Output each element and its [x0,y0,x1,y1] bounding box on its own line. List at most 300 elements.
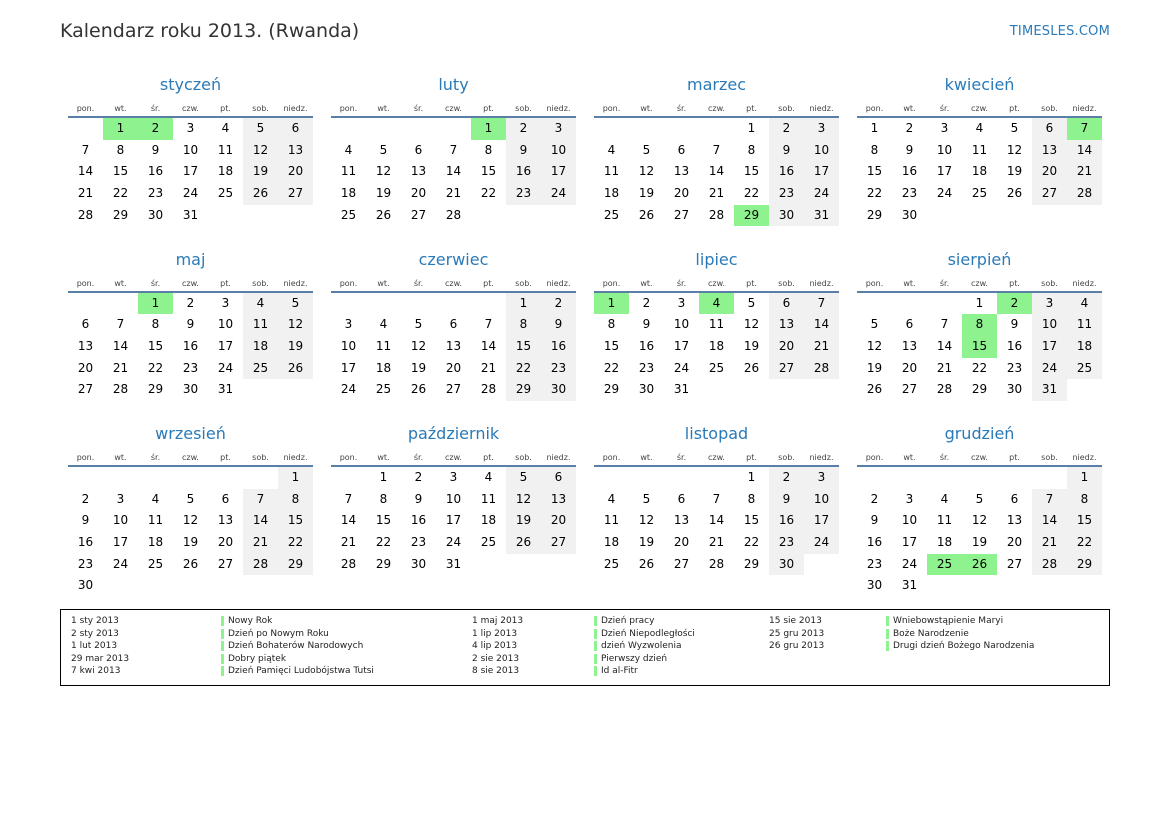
day-cell: 14 [936,338,953,353]
day-cell: 26 [743,360,760,375]
day-cell: 9 [1010,317,1019,332]
day-cell: 7 [1067,118,1102,140]
month-name: lipiec [695,249,738,269]
day-cell: 3 [1032,293,1067,315]
day-cell: 30 [541,379,576,401]
day-cell: 26 [182,556,199,571]
day-cell: 28 [243,554,278,576]
day-cell: 7 [712,491,721,506]
day-cell: 16 [77,535,94,550]
day-cell: 3 [677,295,686,310]
day-cell: 20 [77,360,94,375]
day-cell: 29 [147,382,164,397]
weekday-label: sob. [1041,104,1058,113]
day-cell: 2 [186,295,195,310]
weekday-header [68,447,313,467]
day-cell: 5 [1010,121,1019,135]
weekday-label: pt. [483,278,494,288]
day-cell: 9 [905,142,914,157]
weekday-label: sob. [252,278,269,288]
empty-cell [734,379,769,401]
day-cell: 8 [747,491,756,506]
day-cell: 10 [445,491,462,506]
legend-date: 2 sie 2013 [472,653,520,664]
day-cell: 28 [112,382,129,397]
empty-cell [401,118,436,140]
day-cell: 7 [712,142,721,157]
empty-cell [208,205,243,227]
day-cell: 19 [375,186,392,201]
weekday-label: niedz. [546,453,571,462]
day-cell: 31 [217,382,234,397]
day-cell: 21 [1067,161,1102,183]
day-cell: 2 [642,295,651,310]
day-cell: 26 [375,207,392,222]
site-link[interactable]: TIMESLES.COM [1009,24,1110,39]
legend-entry [61,615,1109,628]
day-cell: 13 [410,164,427,179]
weekday-label: sob. [778,453,795,462]
holiday-legend [60,609,1110,686]
day-cell: 22 [480,186,497,201]
day-cell: 1 [594,293,629,315]
day-cell: 22 [866,186,883,201]
day-cell: 20 [445,360,462,375]
weekday-label: pon. [602,453,621,462]
empty-cell [436,293,471,315]
weekday-label: pt. [746,278,757,288]
day-cell: 27 [769,358,804,380]
day-cell: 26 [1006,186,1023,201]
day-cell: 20 [1032,161,1067,183]
day-cell: 8 [151,317,160,332]
day-cell: 23 [77,556,94,571]
weekday-label: czw. [971,453,988,462]
empty-cell [594,118,629,140]
weekday-label: pt. [1009,453,1020,462]
day-cell: 8 [870,142,879,157]
day-cell: 2 [506,118,541,140]
day-cell: 1 [747,470,756,484]
empty-cell [68,467,103,489]
empty-cell [699,379,734,401]
weekday-label: śr. [939,278,950,288]
day-cell: 8 [278,489,313,511]
day-cell: 1 [1067,467,1102,489]
day-cell: 13 [1032,140,1067,162]
day-cell: 12 [182,513,199,528]
empty-cell [138,575,173,597]
weekday-header [331,98,576,118]
empty-cell [173,467,208,489]
day-cell: 28 [804,358,839,380]
weekday-label: śr. [413,453,424,462]
weekday-label: śr. [413,104,424,113]
day-cell: 30 [901,207,918,222]
day-cell: 1 [138,293,173,315]
weekday-label: śr. [676,453,687,462]
legend-date: 1 lut 2013 [71,641,118,651]
day-cell: 5 [414,317,423,332]
month-block [331,247,576,422]
day-cell: 28 [445,207,462,222]
day-cell: 5 [243,118,278,140]
day-cell: 6 [449,317,458,332]
days-grid [68,293,313,401]
empty-cell [243,575,278,597]
empty-cell [962,467,997,489]
day-cell: 25 [147,556,164,571]
legend-date: 1 sty 2013 [71,616,119,626]
day-cell: 2 [769,118,804,140]
month-name: listopad [684,424,749,443]
empty-cell [173,575,208,597]
day-cell: 4 [699,293,734,315]
day-cell: 1 [379,470,388,484]
month-block [857,72,1102,247]
day-cell: 16 [769,161,804,183]
empty-cell [366,118,401,140]
empty-cell [278,205,313,227]
month-name: grudzień [944,424,1015,443]
weekday-label: pt. [220,104,231,113]
weekday-label: niedz. [1072,104,1097,113]
day-cell: 5 [747,295,756,310]
day-cell: 28 [340,556,357,571]
day-cell: 7 [243,489,278,511]
empty-cell [208,467,243,489]
day-cell: 20 [278,161,313,183]
empty-cell [804,379,839,401]
day-cell: 24 [182,186,199,201]
day-cell: 27 [673,207,690,222]
day-cell: 20 [1006,535,1023,550]
day-cell: 18 [480,513,497,528]
empty-cell [506,554,541,576]
empty-cell [1067,575,1102,597]
weekday-label: śr. [150,453,161,462]
day-cell: 8 [607,317,616,332]
day-cell: 26 [638,207,655,222]
day-cell: 11 [147,513,164,528]
year-calendar [68,72,1102,596]
weekday-label: niedz. [809,453,834,462]
day-cell: 16 [769,510,804,532]
empty-cell [892,467,927,489]
day-cell: 1 [103,118,138,140]
day-cell: 30 [638,382,655,397]
day-cell: 13 [1006,513,1023,528]
day-cell: 18 [971,164,988,179]
day-cell: 28 [1067,183,1102,205]
day-cell: 16 [638,338,655,353]
empty-cell [208,575,243,597]
day-cell: 17 [541,161,576,183]
legend-date: 2 sty 2013 [71,628,119,639]
empty-cell [138,467,173,489]
legend-holiday-name: Pierwszy dzień [594,653,667,666]
day-cell: 22 [743,186,760,201]
weekday-label: sob. [778,104,795,113]
day-cell: 8 [747,142,756,157]
day-cell: 5 [379,142,388,157]
day-cell: 2 [905,121,914,135]
empty-cell [997,467,1032,489]
weekday-label: sob. [252,104,269,113]
day-cell: 29 [971,382,988,397]
weekday-label: pon. [865,278,884,288]
empty-cell [103,575,138,597]
day-cell: 7 [116,317,125,332]
day-cell: 11 [1067,314,1102,336]
day-cell: 22 [506,358,541,380]
legend-holiday-name: Dobry piątek [221,653,286,666]
day-cell: 17 [936,164,953,179]
day-cell: 15 [112,164,129,179]
day-cell: 19 [638,186,655,201]
day-cell: 6 [81,317,90,332]
weekday-label: sob. [778,278,795,288]
day-cell: 2 [138,118,173,140]
day-cell: 12 [743,317,760,332]
day-cell: 19 [410,360,427,375]
weekday-label: pon. [339,453,358,462]
day-cell: 6 [1032,118,1067,140]
day-cell: 4 [379,317,388,332]
legend-date: 1 lip 2013 [472,628,518,639]
empty-cell [243,467,278,489]
day-cell: 9 [414,491,423,506]
days-grid [594,118,839,226]
day-cell: 18 [375,360,392,375]
day-cell: 22 [278,532,313,554]
month-name: sierpień [947,249,1012,269]
weekday-label: pt. [1009,278,1020,288]
day-cell: 30 [410,556,427,571]
day-cell: 19 [866,360,883,375]
month-name: czerwiec [418,249,489,269]
day-cell: 23 [769,532,804,554]
empty-cell [699,467,734,489]
weekday-label: śr. [150,278,161,288]
weekday-label: niedz. [809,104,834,113]
day-cell: 9 [506,140,541,162]
day-cell: 28 [1032,554,1067,576]
day-cell: 27 [278,183,313,205]
day-cell: 21 [112,360,129,375]
day-cell: 17 [445,513,462,528]
day-cell: 21 [340,535,357,550]
days-grid [857,467,1102,597]
day-cell: 6 [677,142,686,157]
day-cell: 7 [940,317,949,332]
day-cell: 23 [866,556,883,571]
day-cell: 13 [901,338,918,353]
day-cell: 1 [975,295,984,310]
weekday-label: pt. [483,453,494,462]
day-cell: 4 [484,470,493,484]
day-cell: 8 [1067,489,1102,511]
weekday-label: sob. [515,278,532,288]
day-cell: 22 [603,360,620,375]
day-cell: 12 [638,513,655,528]
day-cell: 21 [77,186,94,201]
weekday-label: wt. [640,104,653,113]
day-cell: 7 [81,142,90,157]
legend-date: 26 gru 2013 [769,641,825,651]
day-cell: 14 [445,164,462,179]
weekday-header [857,273,1102,293]
empty-cell [471,205,506,227]
day-cell: 27 [1006,556,1023,571]
day-cell: 21 [708,186,725,201]
day-cell: 24 [541,183,576,205]
day-cell: 12 [410,338,427,353]
day-cell: 13 [541,489,576,511]
day-cell: 15 [743,164,760,179]
day-cell: 15 [480,164,497,179]
empty-cell [927,575,962,597]
day-cell: 4 [607,491,616,506]
day-cell: 29 [112,207,129,222]
day-cell: 15 [866,164,883,179]
day-cell: 12 [971,513,988,528]
weekday-label: pon. [339,278,358,288]
day-cell: 8 [506,314,541,336]
day-cell: 30 [769,205,804,227]
day-cell: 8 [379,491,388,506]
empty-cell [664,118,699,140]
day-cell: 31 [182,207,199,222]
legend-date: 15 sie 2013 [769,616,822,626]
day-cell: 18 [1067,336,1102,358]
day-cell: 31 [445,556,462,571]
empty-cell [857,467,892,489]
day-cell: 7 [484,317,493,332]
day-cell: 18 [217,164,234,179]
day-cell: 6 [541,467,576,489]
weekday-label: pon. [76,453,95,462]
month-block [331,421,576,596]
day-cell: 5 [642,142,651,157]
day-cell: 20 [673,186,690,201]
weekday-label: pon. [602,104,621,113]
weekday-label: śr. [676,104,687,113]
day-cell: 27 [445,382,462,397]
weekday-label: sob. [515,104,532,113]
day-cell: 23 [182,360,199,375]
empty-cell [243,379,278,401]
day-cell: 6 [278,118,313,140]
day-cell: 25 [480,535,497,550]
day-cell: 25 [1067,358,1102,380]
day-cell: 2 [769,467,804,489]
day-cell: 13 [445,338,462,353]
weekday-label: pt. [746,104,757,113]
legend-holiday-name: Wniebowstąpienie Maryi [886,615,1003,628]
weekday-label: wt. [640,278,653,288]
day-cell: 25 [971,186,988,201]
day-cell: 11 [375,338,392,353]
weekday-header [68,273,313,293]
weekday-label: wt. [114,278,127,288]
day-cell: 5 [278,293,313,315]
day-cell: 25 [375,382,392,397]
weekday-label: sob. [515,453,532,462]
day-cell: 9 [151,142,160,157]
weekday-label: wt. [903,453,916,462]
day-cell: 13 [673,513,690,528]
day-cell: 18 [147,535,164,550]
day-cell: 7 [344,491,353,506]
day-cell: 23 [1006,360,1023,375]
empty-cell [68,293,103,315]
legend-holiday-name: Dzień Niepodległości [594,628,695,641]
day-cell: 26 [410,382,427,397]
day-cell: 22 [743,535,760,550]
day-cell: 26 [638,556,655,571]
legend-holiday-name: Dzień Pamięci Ludobójstwa Tutsi [221,665,374,678]
day-cell: 6 [677,491,686,506]
day-cell: 7 [449,142,458,157]
day-cell: 4 [607,142,616,157]
day-cell: 20 [769,336,804,358]
day-cell: 12 [1006,142,1023,157]
day-cell: 15 [1067,510,1102,532]
empty-cell [68,118,103,140]
day-cell: 3 [186,121,195,135]
legend-holiday-name: Nowy Rok [221,615,272,628]
day-cell: 11 [243,314,278,336]
day-cell: 22 [971,360,988,375]
empty-cell [243,205,278,227]
day-cell: 22 [112,186,129,201]
day-cell: 13 [673,164,690,179]
days-grid [857,293,1102,401]
weekday-label: niedz. [546,278,571,288]
weekday-label: wt. [114,453,127,462]
day-cell: 29 [603,382,620,397]
weekday-label: pon. [865,453,884,462]
day-cell: 23 [147,186,164,201]
weekday-label: pt. [746,453,757,462]
day-cell: 24 [804,183,839,205]
empty-cell [927,293,962,315]
day-cell: 14 [340,513,357,528]
month-name: styczeń [159,75,222,94]
legend-holiday-name: Dzień po Nowym Roku [221,628,329,641]
weekday-label: pt. [220,278,231,288]
day-cell: 16 [410,513,427,528]
days-grid [331,293,576,401]
day-cell: 14 [480,338,497,353]
day-cell: 11 [936,513,953,528]
weekday-label: wt. [114,104,127,113]
day-cell: 1 [506,293,541,315]
day-cell: 3 [221,295,230,310]
day-cell: 20 [901,360,918,375]
day-cell: 31 [901,578,918,593]
day-cell: 10 [182,142,199,157]
weekday-header [594,273,839,293]
day-cell: 3 [905,491,914,506]
day-cell: 29 [278,554,313,576]
day-cell: 4 [1067,293,1102,315]
empty-cell [927,205,962,227]
day-cell: 27 [673,556,690,571]
weekday-label: pt. [220,453,231,462]
day-cell: 19 [743,338,760,353]
